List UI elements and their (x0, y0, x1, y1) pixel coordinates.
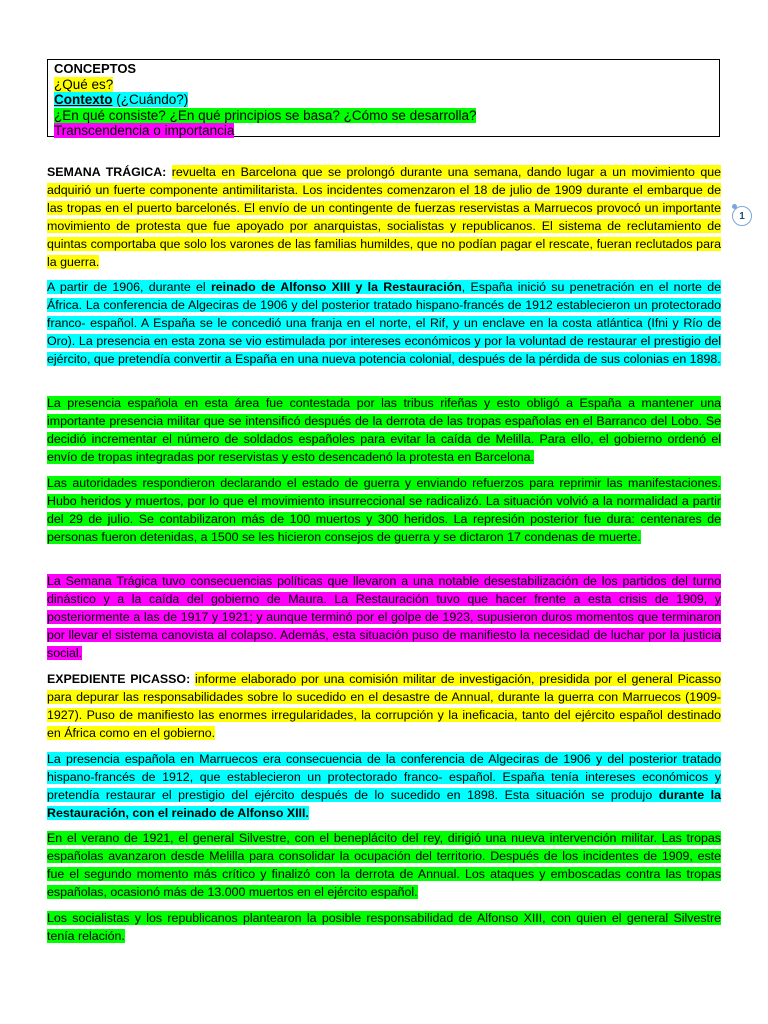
legend-title: CONCEPTOS (54, 61, 137, 76)
legend-definition: ¿Qué es? (54, 76, 114, 92)
paragraph-development-2 (47, 475, 721, 547)
definition-text: informe elaborado por una comisión militar de investigación, presidida por el general Picasso para depurar las responsabilidades sobre lo sucedido en el desastre de Annual, durante la guerra con Marruecos (1909-1927). Puso de manifiesto las enormes irregularidades, la corrupción y la ineficacia, tanto del ejército español destinado en África como en el gobierno. (47, 672, 721, 740)
paragraph-importance-1 (47, 573, 721, 663)
paragraph-semana-tragica (47, 164, 721, 271)
paragraph-development-1 (47, 395, 721, 467)
legend-context: Contexto (54, 92, 113, 107)
context-bold: reinado de Alfonso XIII y la Restauración (210, 280, 462, 294)
context-text-a: A partir de 1906, durante el (47, 280, 211, 294)
comment-badge[interactable]: 1 (732, 206, 752, 226)
development-text: Los socialistas y los republicanos plantearon la posible responsabilidad de Alfonso XIII, con quien el general Silvestre tenía relación. (47, 911, 721, 943)
concepts-legend-box (47, 59, 720, 137)
definition-text: revuelta en Barcelona que se prolongó durante una semana, dando lugar a un movimiento que adquirió un fuerte componente antimilitarista. Los incidentes comenzaron el 18 de julio de 1909 durante el embarque de las tropas en el puerto barcelonés. El envío de un contingente de fuerzas reservistas a Marruecos provocó un importante movimiento de protesta que fue apoyado por anarquistas, socialistas y republicanos. El sistema de reclutamiento de quintas comportaba que solo los varones de las familias humildes, que no podían pagar el rescate, fueran reclutados para la guerra. (47, 165, 721, 269)
importance-text: La Semana Trágica tuvo consecuencias políticas que llevaron a una notable desestabilización de los partidos del turno dinástico y a la caída del gobierno de Maura. La Restauración tuvo que hacer frente a esta crisis de 1909, y posteriormente a las de 1917 y 1921; y aunque terminó por el golpe de 1923, supusieron duros momentos que terminaron por llevar el sistema canovista al colapso. Además, esta situación puso de manifiesto la necesidad de luchar por la justicia social. (47, 574, 721, 660)
paragraph-expediente-picasso (47, 671, 721, 743)
development-text: En el verano de 1921, el general Silvestre, con el beneplácito del rey, dirigió una nueva intervención militar. Las tropas españolas avanzaron desde Melilla para consolidar la ocupación del territorio. Después de los incidentes de 1909, este fue el segundo momento más crítico y finalizó con la derrota de Annual. Los ataques y emboscadas contra las tropas españolas, ocasionó más de 13.000 muertos en el ejército español. (47, 831, 721, 899)
context-text-c: , España inició su penetración en el norte de África. La conferencia de Algeciras de 1906 y del posterior tratado hispano-francés de 1912 establecieron un protectorado franco- español. A España se le concedió una franja en el norte, el Rif, y un enclave en la costa atlántica (Ifni y Río de Oro). La presencia en esta zona se vio estimulada por intereses económicos y por la voluntad de restaurar el prestigio del ejército, que pretendía convertir a España en una nueva potencia colonial, después de la pérdida de sus colonias en 1898. (47, 280, 721, 366)
development-text: La presencia española en esta área fue contestada por las tribus rifeñas y esto obligó a España a mantener una importante presencia militar que se intensificó después de la derrota de las tropas españolas en el Barranco del Lobo. Se decidió incrementar el número de soldados españoles para evitar la caída de Melilla. Para ello, el gobierno ordenó el envío de tropas integradas por reservistas y esto desencadenó la protesta en Barcelona. (47, 396, 721, 464)
context-text-a: La presencia española en Marruecos era consecuencia de la conferencia de Algeciras de 1906 y del posterior tratado hispano-francés de 1912, que establecieron un protectorado franco- español. España tenía intereses económicos y pretendía restaurar el prestigio del ejército después de lo sucedido en 1898. Esta situación se produjo (47, 752, 721, 802)
paragraph-development-4 (47, 910, 721, 946)
legend-when: (¿Cuándo?) (112, 92, 189, 107)
paragraph-context-2 (47, 751, 721, 823)
term-label: SEMANA TRÁGICA: (47, 165, 167, 179)
term-label: EXPEDIENTE PICASSO: (47, 672, 191, 686)
context-text (47, 752, 721, 820)
paragraph-development-3 (47, 830, 721, 902)
development-text: Las autoridades respondieron declarando el estado de guerra y enviando refuerzos para reprimir las manifestaciones. Hubo heridos y muertos, por lo que el movimiento insurreccional se radicalizó. La situación volvió a la normalidad a partir del 29 de julio. Se contabilizaron más de 100 muertos y 300 heridos. La represión posterior fue dura: centenares de personas fueron detenidas, a 1500 se les hicieron consejos de guerra y se dictaron 17 condenas de muerte. (47, 476, 721, 544)
legend-importance: Transcendencia o importancia (54, 123, 235, 138)
paragraph-context-1 (47, 279, 721, 369)
legend-development: ¿En qué consiste? ¿En qué principios se basa? ¿Cómo se desarrolla? (54, 107, 477, 123)
context-bold: durante la Restauración, con el reinado de Alfonso XIII. (47, 787, 721, 820)
context-text (47, 280, 721, 366)
